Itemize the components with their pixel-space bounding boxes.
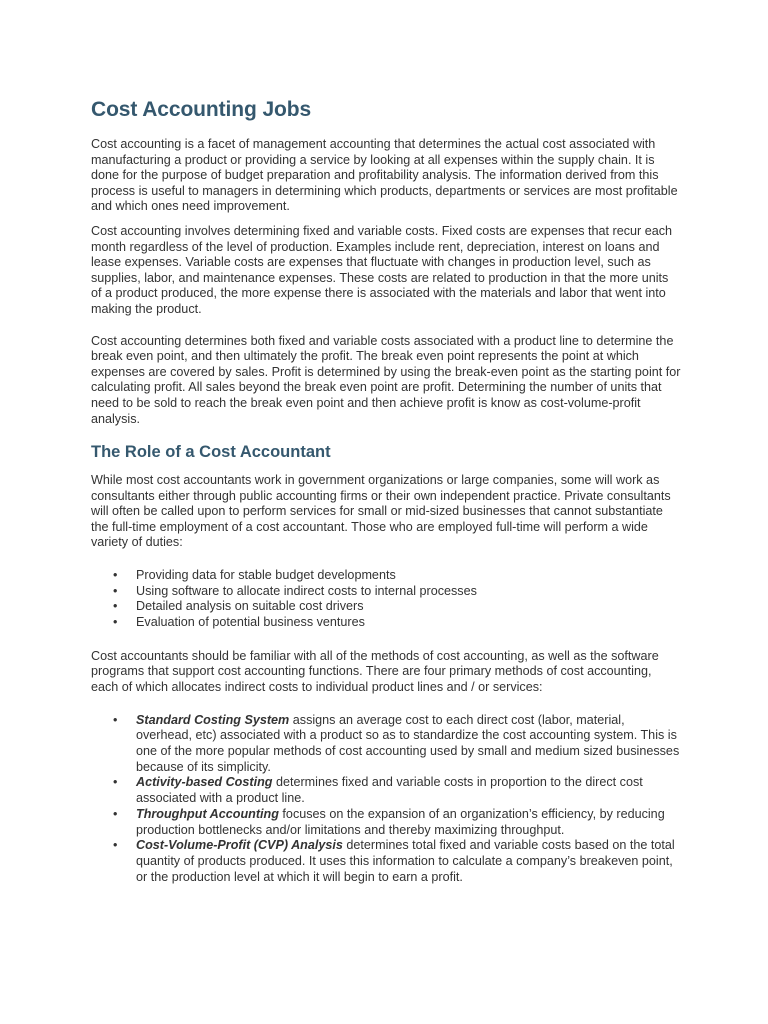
list-item [91, 615, 681, 631]
intro-paragraph-3: Cost accounting determines both fixed and variable costs associated with a product line to determine the break even point, and then ultimately the profit. The break even point represents the point at which expenses are covered by sales. Profit is determined by using the break-even point as the starting point for calculating profit. All sales beyond the break even point are profit. Determining the number of units that need to be sold to reach the break even point and then achieve profit is know as cost-volume-profit analysis. [91, 333, 681, 426]
duty-text: Providing data for stable budget developments [136, 568, 396, 583]
duty-text: Evaluation of potential business ventures [136, 615, 365, 630]
methods-list [91, 713, 681, 886]
list-item [91, 599, 681, 615]
bullet-icon: • [113, 806, 118, 821]
intro-paragraph-1: Cost accounting is a facet of management accounting that determines the actual cost associated with manufacturing a product or providing a service by looking at all expenses within the supply chain. It is done for the purpose of budget preparation and profitability analysis. The information derived from this process is useful to managers in determining which products, departments or services are most profitable and which ones need improvement. [91, 137, 678, 214]
method-term: Activity-based Costing [136, 775, 273, 790]
role-paragraph: While most cost accountants work in government organizations or large companies, some will work as consultants either through public accounting firms or their own independent practice. Private consultants will often be called upon to perform services for small or mid-sized businesses that cannot substantiate the full-time employment of a cost accountant. Those who are employed full-time will perform a wide variety of duties: [91, 473, 671, 550]
list-item [91, 584, 681, 600]
bullet-icon: • [113, 599, 118, 614]
list-item [91, 713, 681, 776]
intro-paragraph-2: Cost accounting involves determining fixed and variable costs. Fixed costs are expenses that recur each month regardless of the level of production. Examples include rent, depreciation, interest on loans and lease expenses. Variable costs are expenses that fluctuate with changes in production level, such as supplies, labor, and maintenance expenses. These costs are related to production in that the more units of a product produced, the more expense there is associated with the materials and labor that went into making the product. [91, 223, 673, 316]
bullet-icon: • [113, 583, 118, 598]
method-description: determines fixed and variable costs in proportion to the direct cost associated with a product line. [136, 775, 643, 806]
bullet-icon: • [113, 712, 118, 727]
list-item [91, 775, 681, 806]
bullet-icon: • [113, 775, 118, 790]
method-description: assigns an average cost to each direct cost (labor, material, overhead, etc) associated with a product so as to standardize the cost accounting system. This is one of the more popular methods of cost accounting used by small and medium sized businesses because of its simplicity. [136, 712, 680, 774]
list-item [91, 838, 681, 885]
bullet-icon: • [113, 615, 118, 630]
duty-text: Detailed analysis on suitable cost drivers [136, 599, 364, 614]
document-page [91, 96, 681, 885]
page-title: Cost Accounting Jobs [91, 98, 312, 121]
section-heading: The Role of a Cost Accountant [91, 443, 331, 462]
bullet-icon: • [113, 568, 118, 583]
list-item [91, 807, 681, 838]
duty-text: Using software to allocate indirect costs to internal processes [136, 583, 477, 598]
method-term: Throughput Accounting [136, 806, 279, 821]
method-description: focuses on the expansion of an organization’s efficiency, by reducing production bottlenecks and/or limitations and thereby maximizing throughput. [136, 806, 665, 837]
bullet-icon: • [113, 838, 118, 853]
duties-list [91, 568, 681, 631]
method-description: determines total fixed and variable costs based on the total quantity of products produced. It uses this information to calculate a company’s breakeven point, or the production level at which it will begin to earn a profit. [136, 838, 675, 884]
method-term: Cost-Volume-Profit (CVP) Analysis [136, 838, 343, 853]
list-item [91, 568, 681, 584]
methods-paragraph: Cost accountants should be familiar with all of the methods of cost accounting, as well as the software programs that support cost accounting functions. There are four primary methods of cost accounting, each of which allocates indirect costs to individual product lines and / or services: [91, 648, 659, 695]
method-term: Standard Costing System [136, 712, 290, 727]
